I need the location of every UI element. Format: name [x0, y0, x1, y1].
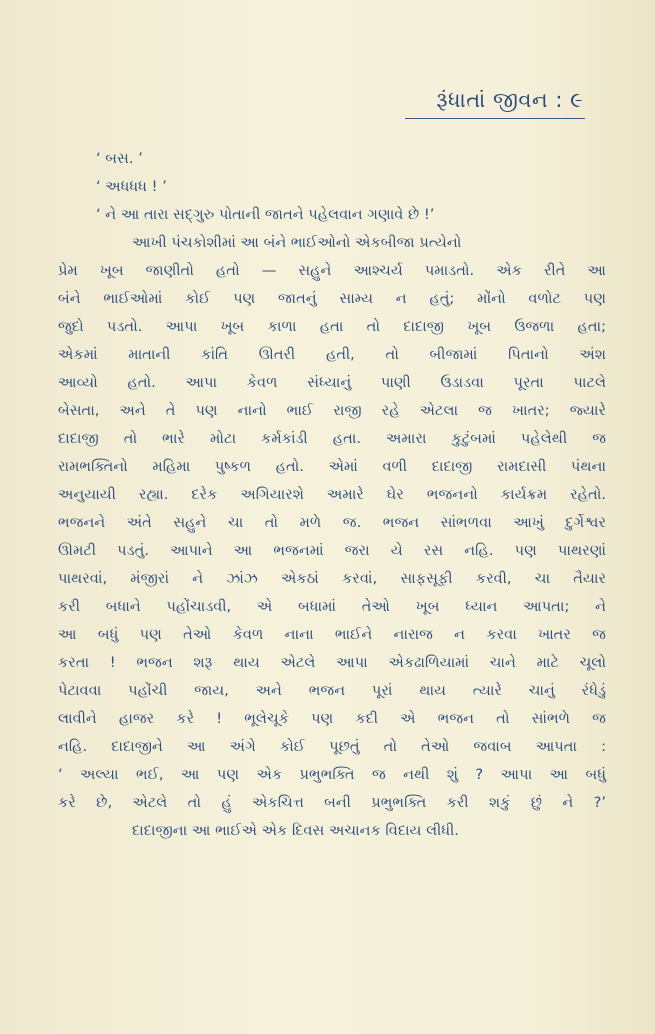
text-line: ‘ ને આ તારા સદ્‌ગુરુ પોતાની જાતને પહેલવાન ગણાવે છે !’: [96, 206, 435, 223]
text-line: કરતા ! ભજન શરૂ થાય એટલે આપા એકઢાળિયામાં ચાને માટે ચૂલો: [58, 654, 606, 671]
text-line: ‘ બસ. ’: [96, 150, 143, 167]
text-line: ‘ અલ્યા ભઈ, આ પણ એક પ્રભુભક્તિ જ નથી શું ? આપા આ બધું: [58, 766, 606, 783]
text-line: ભજનને અંતે સહુને ચા તો મળે જ. ભજન સાંભળવા આખું દુર્ગેશ્વર: [58, 514, 606, 531]
header-underline: [405, 118, 585, 119]
text-line: એકમાં માતાની કાંતિ ઊતરી હતી, તો બીજામાં પિતાનો અંશ: [58, 346, 606, 363]
text-line: પેટાવવા પહોંચી જાય, અને ભજન પૂરાં થાય ત્યારે ચાનું રંધેડું: [58, 682, 606, 699]
running-header: રૂંધાતાં જીવન : ૯: [436, 88, 583, 112]
text-line: પ્રેમ ખૂબ જાણીતો હતો — સહુને આશ્ચર્ય પમાડતો. એક રીતે આ: [58, 262, 606, 279]
text-line: આ બધું પણ તેઓ કેવળ નાના ભાઈને નારાજ ન કરવા ખાતર જ: [58, 626, 606, 643]
page-body-text: [58, 145, 606, 845]
text-line: નહિ. દાદાજીને આ અંગે કોઈ પૂછતું તો તેઓ જવાબ આપતા :: [58, 738, 606, 755]
text-line: જુદો પડતો. આપા ખૂબ કાળા હતા તો દાદાજી ખૂબ ઉજળા હતા;: [58, 318, 606, 335]
text-line: અનુયાયી રહ્યા. દરેક અગિયારશે અમારે ઘેર ભજનનો કાર્યક્રમ રહેતો.: [58, 486, 606, 503]
text-line: કરે છે, એટલે તો હું એકચિત્ત બની પ્રભુભક્તિ કરી શકું છું ને ?’: [58, 794, 606, 811]
text-line: દાદાજી તો ભારે મોટા કર્મકાંડી હતા. અમારા કુટુંબમાં પહેલેથી જ: [58, 430, 606, 447]
text-line: દાદાજીના આ ભાઈએ એક દિવસ અચાનક વિદાય લીધી.: [132, 822, 459, 839]
text-line: લાવીને હાજર કરે ! ભૂલેચૂકે પણ કદી એ ભજન તો સાંભળે જ: [58, 710, 606, 727]
text-line: આવ્યો હતો. આપા કેવળ સંધ્યાનું પાણી ઉડાડવા પૂરતા પાટલે: [58, 374, 606, 391]
text-line: બંને ભાઈઓમાં કોઈ પણ જાતનું સામ્ય ન હતું; મોંનો વળોટ પણ: [58, 290, 606, 307]
text-line: રામભક્તિનો મહિમા પુષ્કળ હતો. એમાં વળી દાદાજી રામદાસી પંથના: [58, 458, 606, 475]
text-line: બેસતા, અને તે પણ નાનો ભાઈ રાજી રહે એટલા જ ખાતર; જ્યારે: [58, 402, 606, 419]
text-line: ‘ અધધધ ! ’: [96, 178, 167, 195]
text-line: કરી બધાને પહોંચાડવી, એ બધામાં તેઓ ખૂબ ધ્યાન આપતા; ને: [58, 598, 606, 615]
text-line: પાથરવાં, મંજીરાં ને ઝાંઝ એકઠાં કરવાં, સાફસૂફી કરવી, ચા તૈયાર: [58, 570, 606, 587]
text-line: ઊમટી પડતું. આપાને આ ભજનમાં જરા યે રસ નહિ. પણ પાથરણાં: [58, 542, 606, 559]
text-line: આખી પંચકોશીમાં આ બંને ભાઈઓનો એકબીજા પ્રત્યેનો: [132, 234, 462, 251]
